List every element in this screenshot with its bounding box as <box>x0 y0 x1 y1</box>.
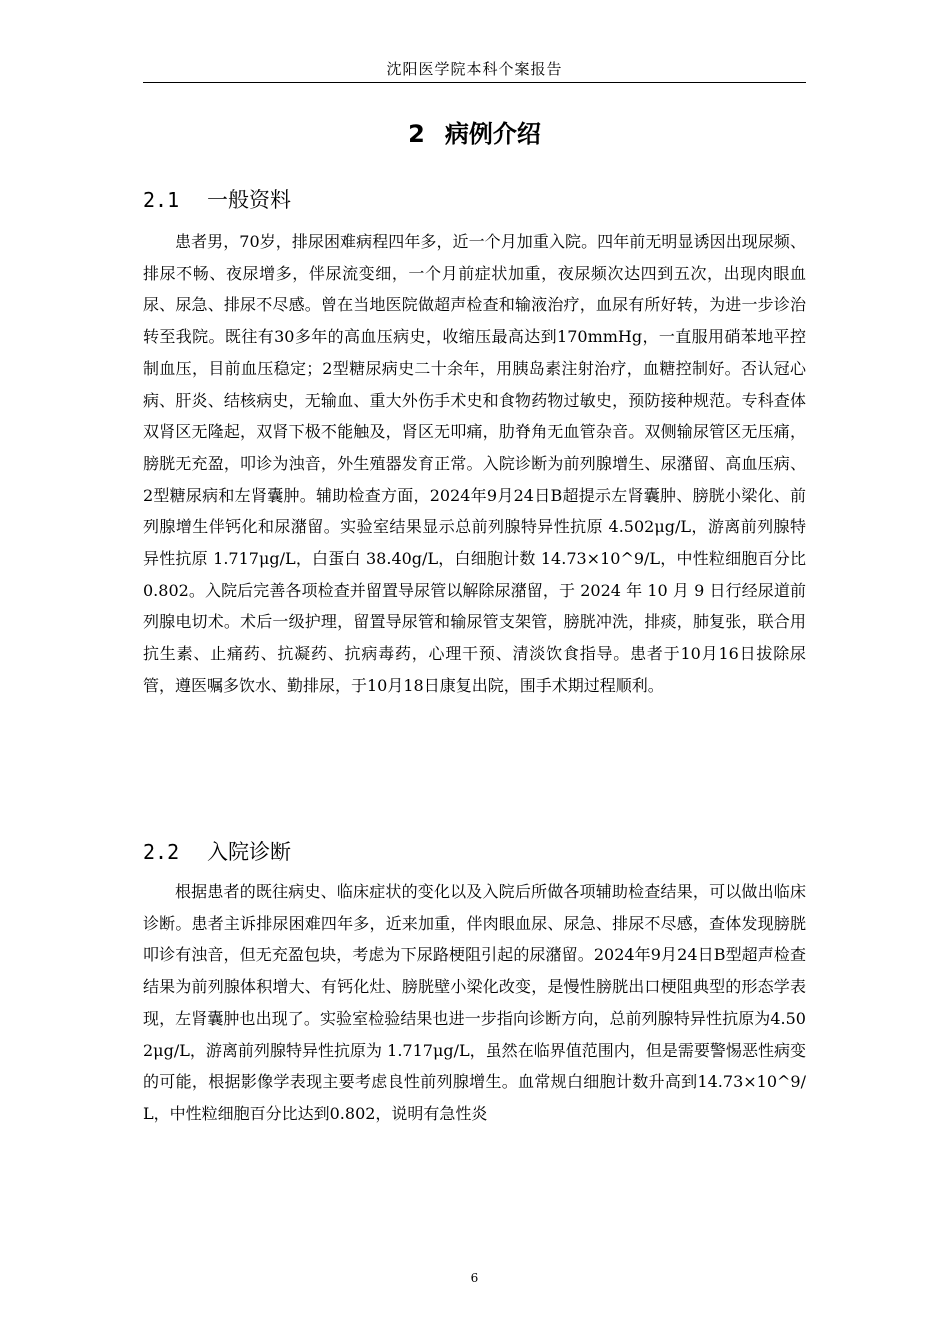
section-number: 2.1 <box>143 188 180 212</box>
section-number: 2.2 <box>143 840 180 864</box>
section-heading-2-2 <box>143 836 806 868</box>
paragraph-admission-diagnosis: 根据患者的既往病史、临床症状的变化以及入院后所做各项辅助检查结果，可以做出临床诊断。患者主诉排尿困难四年多，近来加重，伴肉眼血尿、尿急、排尿不尽感，查体发现膀胱叩诊有浊音，但无充盈包块，考虑为下尿路梗阻引起的尿潴留。2024年9月24日B型超声检查结果为前列腺体积增大、有钙化灶、膀胱壁小梁化改变，是慢性膀胱出口梗阻典型的形态学表现，左肾囊肿也出现了。实验室检验结果也进一步指向诊断方向，总前列腺特异性抗原为4.502μg/L，游离前列腺特异性抗原为 1.717μg/L，虽然在临界值范围内，但是需要警惕恶性病变的可能，根据影像学表现主要考虑良性前列腺增生。血常规白细胞计数升高到14.73×10^9/L，中性粒细胞百分比达到0.802，说明有急性炎 <box>143 882 806 1123</box>
page-header <box>143 56 806 83</box>
section-title: 一般资料 <box>207 188 291 212</box>
section-title: 入院诊断 <box>207 840 291 864</box>
section-heading-2-1 <box>143 184 806 216</box>
page-number: 6 <box>470 1271 479 1285</box>
paragraph-general-info: 患者男，70岁，排尿困难病程四年多，近一个月加重入院。四年前无明显诱因出现尿频、排尿不畅、夜尿增多，伴尿流变细，一个月前症状加重，夜尿频次达四到五次，出现肉眼血尿、尿急、排尿不尽感。曾在当地医院做超声检查和输液治疗，血尿有所好转，为进一步诊治转至我院。既往有30多年的高血压病史，收缩压最高达到170mmHg，一直服用硝苯地平控制血压，目前血压稳定；2型糖尿病史二十余年，用胰岛素注射治疗，血糖控制好。否认冠心病、肝炎、结核病史，无输血、重大外伤手术史和食物药物过敏史，预防接种规范。专科查体双肾区无隆起，双肾下极不能触及，肾区无叩痛，肋脊角无血管杂音。双侧输尿管区无压痛，膀胱无充盈，叩诊为浊音，外生殖器发育正常。入院诊断为前列腺增生、尿潴留、高血压病、2型糖尿病和左肾囊肿。辅助检查方面，2024年9月24日B超提示左肾囊肿、膀胱小梁化、前列腺增生伴钙化和尿潴留。实验室结果显示总前列腺特异性抗原 4.502μg/L，游离前列腺特异性抗原 1.717μg/L，白蛋白 38.40g/L，白细胞计数 14.73×10^9/L，中性粒细胞百分比 0.802。入院后完善各项检查并留置导尿管以解除尿潴留，于 2024 年 10 月 9 日行经尿道前列腺电切术。术后一级护理，留置导尿管和输尿管支架管，膀胱冲洗，排痰，肺复张，联合用抗生素、止痛药、抗凝药、抗病毒药，心理干预、清淡饮食指导。患者于10月16日拔除尿管，遵医嘱多饮水、勤排尿，于10月18日康复出院，围手术期过程顺利。 <box>143 232 806 695</box>
header-title: 沈阳医学院本科个案报告 <box>386 60 563 78</box>
chapter-number: 2 <box>408 120 425 148</box>
chapter-title-text: 病例介绍 <box>444 120 541 148</box>
chapter-title <box>143 114 806 154</box>
